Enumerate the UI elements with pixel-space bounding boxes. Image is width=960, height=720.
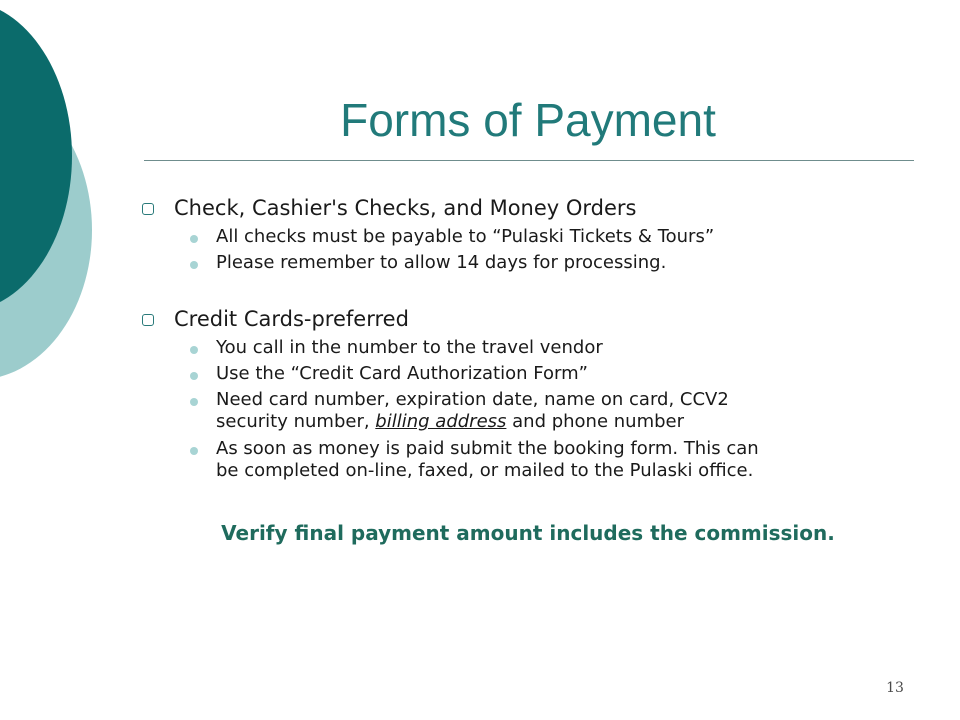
list-item: Please remember to allow 14 days for processing.	[216, 252, 667, 273]
list-item: All checks must be payable to “Pulaski Tickets & Tours”	[216, 226, 715, 247]
list-item-line	[216, 411, 729, 433]
list-item: Use the “Credit Card Authorization Form”	[216, 363, 588, 384]
list-item-line: As soon as money is paid submit the booking form. This can	[216, 438, 759, 459]
bullet-dot-icon	[190, 235, 198, 243]
list-item: You call in the number to the travel vendor	[216, 337, 603, 358]
bullet-dot-icon	[190, 346, 198, 354]
list-item-line: Need card number, expiration date, name on card, CCV2	[216, 389, 729, 410]
bullet-dot-icon	[190, 261, 198, 269]
section-heading-credit-cards: Credit Cards-preferred	[174, 307, 409, 331]
list-item-text: security number,	[216, 411, 376, 432]
bullet-dot-icon	[190, 372, 198, 380]
billing-address-text: billing address	[375, 411, 507, 432]
emphasis-note: Verify final payment amount includes the commission.	[221, 521, 835, 545]
list-item-text: and phone number	[506, 411, 685, 432]
bullet-dot-icon	[190, 447, 198, 455]
list-item	[216, 438, 759, 482]
bullet-dot-icon	[190, 398, 198, 406]
section-heading-checks: Check, Cashier's Checks, and Money Orders	[174, 196, 637, 220]
list-item	[216, 389, 729, 433]
page-number: 13	[886, 680, 904, 696]
hollow-square-bullet-icon	[142, 314, 154, 326]
slide-title: Forms of Payment	[340, 94, 716, 146]
list-item-line: be completed on-line, faxed, or mailed to the Pulaski office.	[216, 460, 754, 481]
title-divider	[144, 160, 914, 161]
hollow-square-bullet-icon	[142, 203, 154, 215]
